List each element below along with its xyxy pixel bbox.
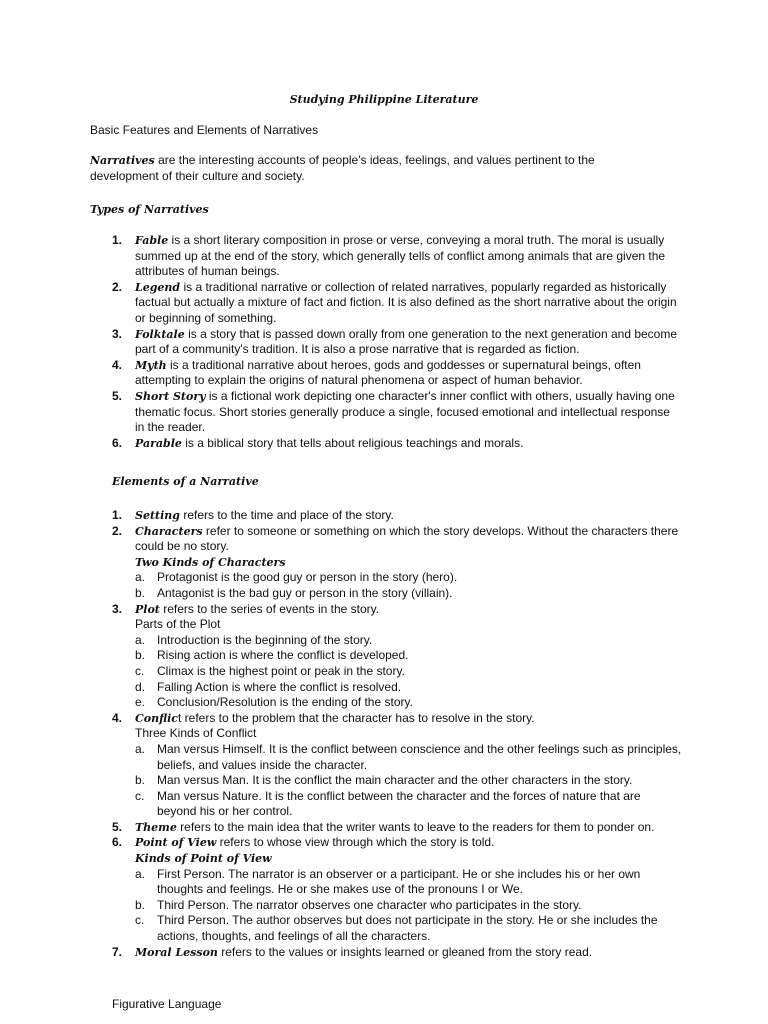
type-text: is a fictional work depicting one character's inner conflict with others, usually having one thematic focus. Short stories generally produce a single, focused emotional and intellectual response in the reader.: [135, 388, 675, 435]
element-term: Moral Lesson: [135, 945, 218, 959]
conflict-sublist: [135, 742, 682, 820]
element-number: 5.: [112, 819, 123, 834]
element-text: refer to someone or something on which the story develops. Without the characters there could be no story.: [135, 523, 679, 554]
element-term: Point of View: [135, 836, 217, 850]
section-heading: Basic Features and Elements of Narratives: [90, 123, 319, 137]
sub-letter: a.: [135, 570, 146, 585]
sub-letter: b.: [135, 648, 146, 663]
type-item-folktale: [112, 327, 682, 358]
pov-sublist: [135, 867, 682, 945]
element-number: 3.: [112, 601, 123, 616]
types-heading: Types of Narratives: [90, 203, 209, 216]
sub-text: Climax is the highest point or peak in the story.: [157, 663, 405, 678]
elements-list: [112, 508, 682, 960]
element-term: Theme: [135, 820, 177, 834]
sub-text: Conclusion/Resolution is the ending of the story.: [157, 695, 413, 710]
type-term: Legend: [135, 280, 181, 294]
sub-item: [135, 586, 682, 602]
sub-item: [135, 633, 682, 649]
element-text: refers to whose view through which the story is told.: [216, 835, 495, 850]
sub-text: Antagonist is the bad guy or person in the story (villain).: [157, 585, 453, 600]
intro-text: are the interesting accounts of people's ideas, feelings, and values pertinent to the development of their culture and society.: [90, 153, 595, 183]
plot-sublist: [135, 633, 682, 711]
elements-heading: Elements of a Narrative: [112, 475, 259, 488]
element-text: refers to the main idea that the writer wants to leave to the readers for them to ponder on.: [176, 819, 655, 834]
element-number: 4.: [112, 710, 123, 725]
element-point-of-view: [112, 835, 682, 944]
sub-item: [135, 664, 682, 680]
types-list: [112, 233, 682, 451]
element-text: refers to the series of events in the story.: [159, 601, 380, 616]
element-plot: [112, 602, 682, 711]
intro-term: Narratives: [90, 154, 155, 167]
sub-text: Man versus Man. It is the conflict the main character and the other characters in the story.: [157, 773, 633, 788]
plot-parts-heading: Parts of the Plot: [135, 617, 221, 632]
type-number: 5.: [112, 388, 123, 403]
sub-item: [135, 570, 682, 586]
type-text: is a biblical story that tells about religious teachings and morals.: [181, 435, 524, 450]
sub-text: Falling Action is where the conflict is resolved.: [157, 679, 402, 694]
sub-item: [135, 773, 682, 789]
type-item-parable: [112, 436, 682, 452]
sub-item: [135, 898, 682, 914]
type-number: 4.: [112, 357, 123, 372]
pov-kinds-heading: Kinds of Point of View: [135, 852, 272, 866]
type-term: Folktale: [135, 327, 185, 341]
sub-item: [135, 867, 682, 898]
element-number: 2.: [112, 523, 123, 538]
type-item-short-story: [112, 389, 682, 436]
sub-text: Rising action is where the conflict is developed.: [157, 648, 409, 663]
element-text: refers to the problem that the character has to resolve in the story.: [181, 710, 535, 725]
sub-item: [135, 695, 682, 711]
type-number: 6.: [112, 435, 123, 450]
sub-letter: b.: [135, 773, 146, 788]
type-term: Parable: [135, 436, 182, 450]
sub-letter: c.: [135, 913, 145, 928]
sub-text: Introduction is the beginning of the story.: [157, 632, 373, 647]
element-conflict: [112, 711, 682, 820]
sub-letter: c.: [135, 788, 145, 803]
element-text: refers to the time and place of the story.: [179, 508, 394, 522]
type-number: 3.: [112, 326, 123, 341]
type-number: 1.: [112, 233, 123, 247]
type-item-legend: [112, 280, 682, 327]
characters-sublist: [135, 570, 682, 601]
intro-paragraph: [90, 153, 650, 184]
type-number: 2.: [112, 279, 123, 294]
sub-text: Protagonist is the good guy or person in the story (hero).: [157, 570, 458, 585]
sub-letter: c.: [135, 663, 145, 678]
element-number: 7.: [112, 944, 123, 959]
element-characters: [112, 524, 682, 602]
type-term: Fable: [135, 234, 169, 247]
element-term: Setting: [135, 509, 180, 522]
sub-text: Third Person. The narrator observes one character who participates in the story.: [157, 897, 582, 912]
element-text: refers to the values or insights learned or gleaned from the story read.: [217, 944, 593, 959]
sub-item: [135, 648, 682, 664]
sub-item: [135, 789, 682, 820]
element-theme: [112, 820, 682, 836]
element-term: Plot: [135, 602, 160, 616]
conflict-kinds-heading: Three Kinds of Conflict: [135, 726, 257, 741]
sub-letter: b.: [135, 585, 146, 600]
sub-item: [135, 680, 682, 696]
type-text: is a traditional narrative about heroes, gods and goddesses or supernatural beings, often attempting to explain the origins of natural phenomena or aspect of human behavior.: [135, 357, 641, 388]
sub-letter: b.: [135, 897, 146, 912]
element-term: Conflic: [135, 711, 178, 725]
sub-letter: a.: [135, 632, 146, 647]
element-term-rest: t: [177, 710, 182, 725]
figurative-heading: Figurative Language: [112, 997, 222, 1011]
type-term: Myth: [135, 358, 167, 372]
document-title: Studying Philippine Literature: [289, 93, 479, 106]
sub-text: Man versus Nature. It is the conflict between the character and the forces of nature that are beyond his or her control.: [157, 788, 641, 819]
element-setting: [112, 508, 682, 524]
type-text: is a story that is passed down orally from one generation to the next generation and become part of a community's tradition. It is also a prose narrative that is regarded as fiction.: [135, 326, 678, 357]
sub-letter: a.: [135, 866, 146, 881]
sub-text: Third Person. The author observes but does not participate in the story. He or she includes the actions, thoughts, and feelings of all the characters.: [157, 913, 658, 944]
element-number: 1.: [112, 508, 123, 522]
sub-text: First Person. The narrator is an observer or a participant. He or she includes his or her own thoughts and feelings. He or she makes use of the pronouns I or We.: [157, 866, 641, 897]
sub-letter: d.: [135, 679, 146, 694]
element-term: Characters: [135, 524, 203, 538]
type-item-fable: [112, 233, 682, 280]
sub-letter: e.: [135, 695, 146, 710]
type-text: is a traditional narrative or collection of related narratives, popularly regarded as historically factual but actually a mixture of fact and fiction. It is also defined as the short narrative about the origin or beginning of something.: [135, 279, 677, 325]
sub-text: Man versus Himself. It is the conflict between conscience and the other feelings such as principles, beliefs, and values inside the character.: [157, 741, 682, 772]
characters-kinds-heading: Two Kinds of Characters: [135, 555, 286, 569]
sub-item: [135, 742, 682, 773]
sub-item: [135, 913, 682, 944]
element-moral-lesson: [112, 945, 682, 961]
sub-letter: a.: [135, 741, 146, 756]
element-number: 6.: [112, 835, 123, 850]
type-term: Short Story: [135, 389, 206, 403]
type-text: is a short literary composition in prose or verse, conveying a moral truth. The moral is usually summed up at the end of the story, which generally tells of conflict among animals that are given the attributes of human beings.: [135, 233, 666, 279]
type-item-myth: [112, 358, 682, 389]
